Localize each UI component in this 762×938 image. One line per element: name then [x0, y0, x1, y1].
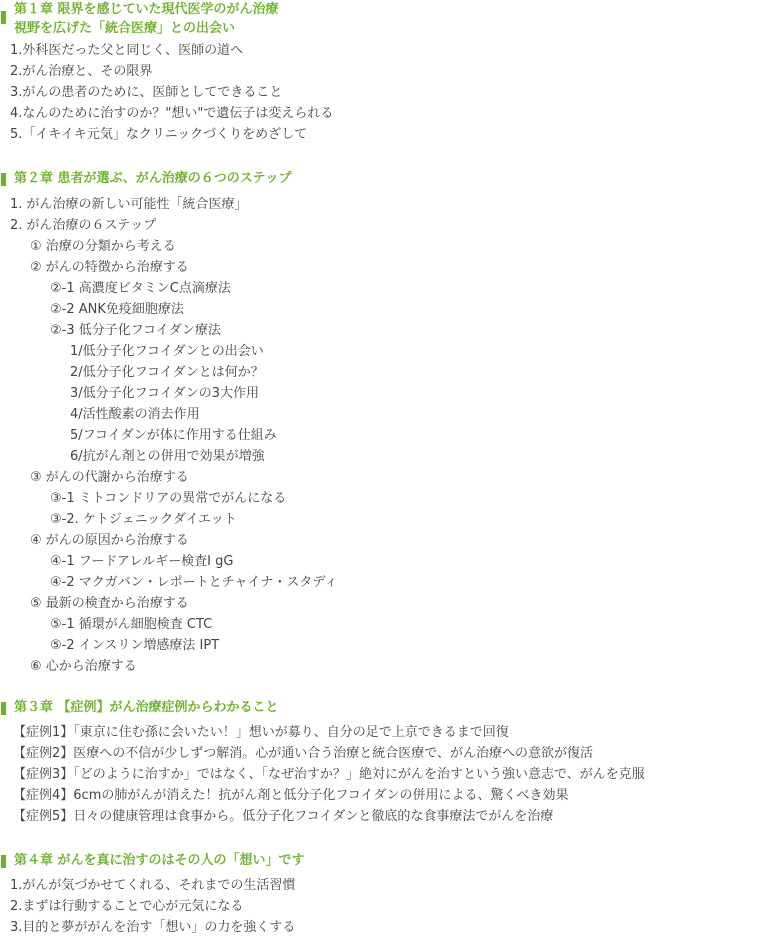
- chapter-3: [0, 698, 762, 827]
- list-item: ④ がんの原因から治療する: [30, 533, 189, 548]
- list-item: 2. がん治療の６ステップ: [10, 218, 157, 233]
- list-item: 2/低分子化フコイダンとは何か？: [70, 365, 264, 380]
- list-item: 【症例1】「東京に住む孫に会いたい！」想いが募り、自分の足で上京できるまで回復: [13, 725, 509, 740]
- list-item: ④-2 マクガバン・レポートとチャイナ・スタディ: [50, 575, 338, 590]
- list-item: ②-3 低分子化フコイダン療法: [50, 323, 221, 338]
- list-item: 【症例4】6cmの肺がんが消えた！抗がん剤と低分子化フコイダンの併用による、驚くべき効果: [13, 788, 569, 803]
- list-item: ⑥ 心から治療する: [30, 659, 137, 674]
- chapter-marker-icon: [1, 173, 6, 186]
- list-item: 5/フコイダンが体に作用する仕組み: [70, 428, 277, 443]
- chapter-marker-icon: [1, 855, 6, 868]
- list-item: 【症例2】医療への不信が少しずつ解消。心が通い合う治療と統合医療で、がん治療への意欲が復活: [13, 746, 594, 761]
- chapter-2: [0, 169, 762, 677]
- chapter-2-title: 第２章 患者が選ぶ、がん治療の６つのステップ: [14, 171, 292, 186]
- list-item: ③-2. ケトジェニックダイエット: [50, 512, 237, 527]
- list-item: ① 治療の分類から考える: [30, 239, 176, 254]
- chapter-4-title: 第４章 がんを真に治すのはその人の「想い」です: [14, 853, 305, 868]
- chapter-4-heading: [0, 851, 762, 870]
- list-item: ② がんの特徴から治療する: [30, 260, 189, 275]
- list-item: 【症例5】日々の健康管理は食事から。低分子化フコイダンと徹底的な食事療法でがんを治療: [13, 809, 554, 824]
- list-item: 3/低分子化フコイダンの3大作用: [70, 386, 260, 401]
- list-item: ②-2 ANK免疫細胞療法: [50, 302, 184, 317]
- chapter-1-heading: [0, 0, 762, 38]
- chapter-1-title-line2: 視野を広げた「統合医療」との出会い: [14, 21, 236, 36]
- list-item: ④-1 フードアレルギー検査I gG: [50, 554, 234, 569]
- chapter-4: [0, 851, 762, 938]
- list-item: 【症例3】「どのように治すか」ではなく、「なぜ治すか？」絶対にがんを治すという強い意志で、がんを克服: [13, 767, 645, 782]
- list-item: 5.「イキイキ元気」なクリニックづくりをめざして: [10, 127, 308, 142]
- list-item: 3.がんの患者のために、医師としてできること: [10, 85, 283, 100]
- list-item: 1. がん治療の新しい可能性「統合医療」: [10, 197, 248, 212]
- chapter-3-title: 第３章 【症例】がん治療症例からわかること: [14, 700, 279, 715]
- list-item: ③-1 ミトコンドリアの異常でがんになる: [50, 491, 287, 506]
- chapter-1: [0, 0, 762, 145]
- list-item: 6/抗がん剤との併用で効果が増強: [70, 449, 265, 464]
- chapter-4-list: [0, 875, 762, 938]
- list-item: ⑤ 最新の検査から治療する: [30, 596, 189, 611]
- list-item: 4/活性酸素の消去作用: [70, 407, 200, 422]
- chapter-marker-icon: [1, 11, 6, 24]
- chapter-1-title-line1: 第１章 限界を感じていた現代医学のがん治療: [14, 2, 279, 17]
- chapter-3-heading: [0, 698, 762, 717]
- chapter-1-list: [0, 40, 762, 145]
- chapter-marker-icon: [1, 702, 6, 715]
- list-item: 4.なんのために治すのか？"想い"で遺伝子は変えられる: [10, 106, 334, 121]
- list-item: ⑤-2 インスリン増感療法 IPT: [50, 638, 220, 653]
- list-item: 1.がんが気づかせてくれる、それまでの生活習慣: [10, 878, 296, 893]
- list-item: 1.外科医だった父と同じく、医師の道へ: [10, 43, 244, 58]
- chapter-2-list: [0, 194, 762, 677]
- chapter-3-list: [0, 722, 762, 827]
- list-item: ⑤-1 循環がん細胞検査 CTC: [50, 617, 213, 632]
- list-item: ③ がんの代謝から治療する: [30, 470, 189, 485]
- list-item: 3.目的と夢ががんを治す「想い」の力を強くする: [10, 920, 296, 935]
- list-item: 2.まずは行動することで心が元気になる: [10, 899, 244, 914]
- list-item: 2.がん治療と、その限界: [10, 64, 153, 79]
- list-item: ②-1 高濃度ビタミンC点滴療法: [50, 281, 231, 296]
- chapter-2-heading: [0, 169, 762, 188]
- list-item: 1/低分子化フコイダンとの出会い: [70, 344, 264, 359]
